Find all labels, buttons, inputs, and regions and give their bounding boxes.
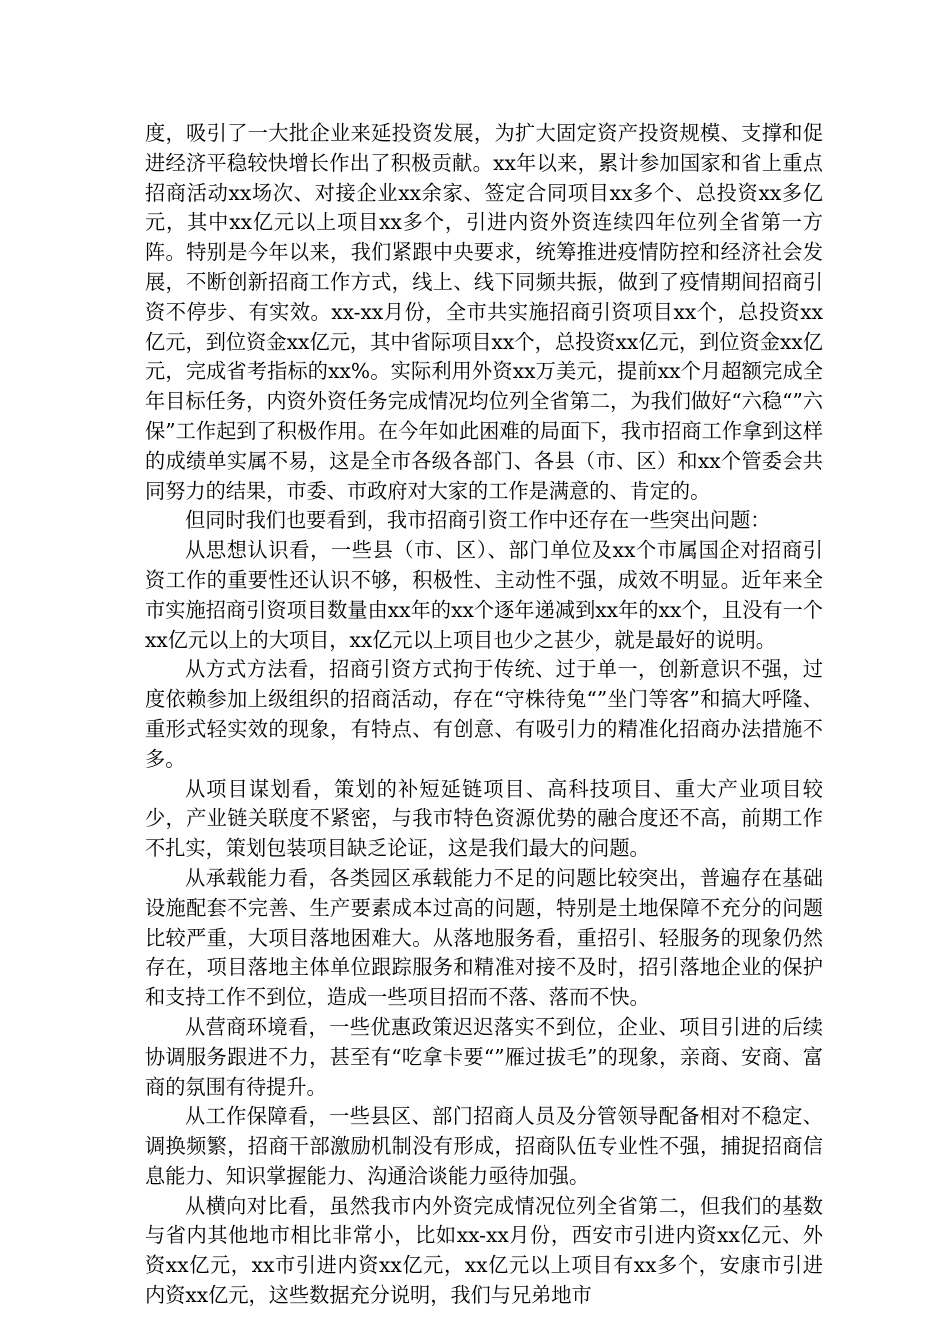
paragraph-9: 从横向对比看，虽然我市内外资完成情况位列全省第二，但我们的基数与省内其他地市相比非常小，比如xx-xx月份，西安市引进内资xx亿元、外资xx亿元，xx市引进内资xx亿元，xx亿元以上项目有xx多个，安康市引进内资xx亿元，这些数据充分说明，我们与兄弟地市 <box>145 1193 823 1308</box>
paragraph-5: 从项目谋划看，策划的补短延链项目、高科技项目、重大产业项目较少，产业链关联度不紧密，与我市特色资源优势的融合度还不高，前期工作不扎实，策划包装项目缺乏论证，这是我们最大的问题。 <box>145 776 823 861</box>
paragraph-6: 从承载能力看，各类园区承载能力不足的问题比较突出，普遍存在基础设施配套不完善、生产要素成本过高的问题，特别是土地保障不充分的问题比较严重，大项目落地困难大。从落地服务看，重招引、轻服务的现象仍然存在，项目落地主体单位跟踪服务和精准对接不及时，招引落地企业的保护和支持工作不到位，造成一些项目招而不落、落而不快。 <box>145 865 823 1010</box>
paragraph-3: 从思想认识看，一些县（市、区）、部门单位及xx个市属国企对招商引资工作的重要性还认识不够，积极性、主动性不强，成效不明显。近年来全市实施招商引资项目数量由xx年的xx个逐年递减到xx年的xx个，且没有一个xx亿元以上的大项目，xx亿元以上项目也少之甚少，就是最好的说明。 <box>145 538 823 652</box>
paragraph-4: 从方式方法看，招商引资方式拘于传统、过于单一，创新意识不强，过度依赖参加上级组织的招商活动，存在“守株待兔“”坐门等客”和搞大呼隆、重形式轻实效的现象，有特点、有创意、有吸引力的精准化招商办法措施不多。 <box>145 657 823 771</box>
paragraph-8: 从工作保障看，一些县区、部门招商人员及分管领导配备相对不稳定、调换频繁，招商干部激励机制没有形成，招商队伍专业性不强，捕捉招商信息能力、知识掌握能力、沟通洽谈能力亟待加强。 <box>145 1104 823 1188</box>
paragraph-7: 从营商环境看，一些优惠政策迟迟落实不到位，企业、项目引进的后续协调服务跟进不力，甚至有“吃拿卡要“”雁过拔毛”的现象，亲商、安商、富商的氛围有待提升。 <box>145 1014 823 1099</box>
paragraph-2: 但同时我们也要看到，我市招商引资工作中还存在一些突出问题： <box>185 508 771 533</box>
document-body <box>145 119 823 1311</box>
paragraph-1: 度，吸引了一大批企业来延投资发展，为扩大固定资产投资规模、支撑和促进经济平稳较快增长作出了积极贡献。xx年以来，累计参加国家和省上重点招商活动xx场次、对接企业xx余家、签定合同项目xx多个、总投资xx多亿元，其中xx亿元以上项目xx多个，引进内资外资连续四年位列全省第一方阵。特别是今年以来，我们紧跟中央要求，统筹推进疫情防控和经济社会发展，不断创新招商工作方式，线上、线下同频共振，做到了疫情期间招商引资不停步、有实效。xx-xx月份，全市共实施招商引资项目xx个，总投资xx亿元，到位资金xx亿元，其中省际项目xx个，总投资xx亿元，到位资金xx亿元，完成省考指标的xx%。实际利用外资xx万美元，提前xx个月超额完成全年目标任务，内资外资任务完成情况均位列全省第二，为我们做好“六稳“”六保”工作起到了积极作用。在今年如此困难的局面下，我市招商工作拿到这样的成绩单实属不易，这是全市各级各部门、各县（市、区）和xx个管委会共同努力的结果，市委、市政府对大家的工作是满意的、肯定的。 <box>145 121 823 503</box>
